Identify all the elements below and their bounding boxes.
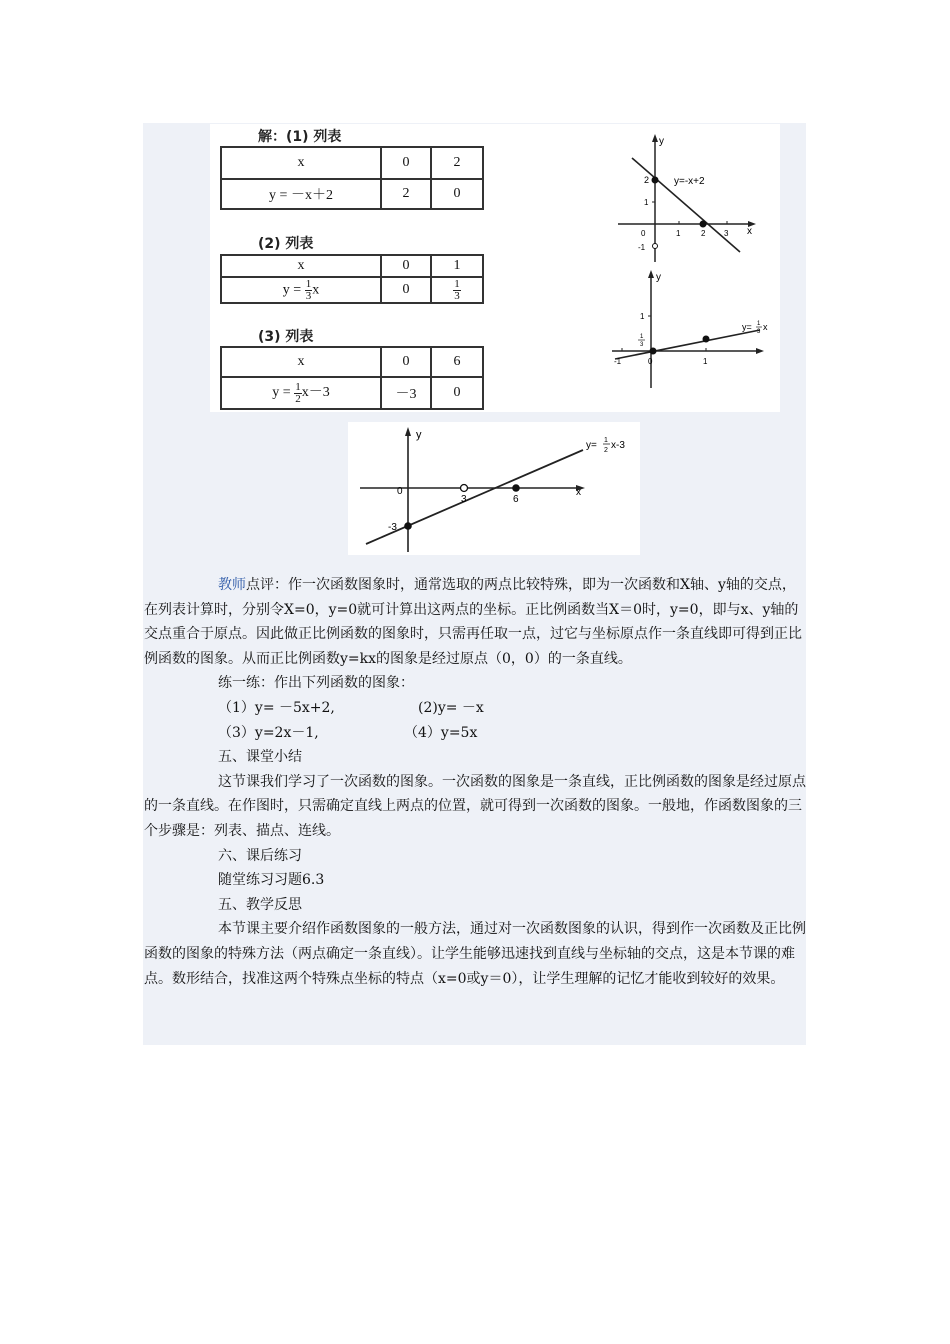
table3-cell: 6 — [431, 347, 483, 377]
origin-label: 0 — [397, 486, 403, 497]
exercise-4: （4）y=5x — [404, 724, 478, 741]
y-axis-label: y — [659, 136, 664, 147]
numerator: 1 — [640, 334, 644, 340]
table1-cell: 0 — [381, 147, 431, 179]
eq-rhs: x — [312, 282, 320, 298]
eq-lhs: y = — [282, 282, 305, 298]
value-table-1 — [220, 146, 484, 210]
denominator: 3 — [640, 342, 644, 348]
table2-cell: 0 — [381, 255, 431, 277]
numerator: 1 — [454, 277, 460, 290]
table2-header-x: x — [221, 255, 381, 277]
table1-header-y: y = －x＋2 — [221, 179, 381, 209]
tick-label: 6 — [513, 494, 519, 505]
equation-label: y= — [586, 440, 597, 451]
point-6-0 — [512, 484, 520, 492]
eq-rhs: x－3 — [301, 385, 330, 401]
homework-line: 随堂练习习题6.3 — [218, 872, 325, 889]
table2-cell: 0 — [381, 277, 431, 303]
graph-y-one-third-x — [600, 266, 780, 394]
denominator: 2 — [295, 392, 301, 405]
point-0-2 — [652, 177, 659, 184]
graph-figure — [348, 422, 640, 555]
comment-body: 点评：作一次函数图象时，通常选取的两点比较特殊，即为一次函数和X轴、y轴的交点，在列表计算时，分别令X=0，y=0就可计算出这两点的坐标。正比例函数当X＝0时，y=0，即与x、y轴的交点重合于原点。因此做正比例函数的图象时，只需再任取一点，过它与坐标原点作一条直线即可得到正比例函数的图象。从而正比例函数y=kx的图象是经过原点（0，0）的一条直线。 — [144, 577, 802, 667]
tick-label: 1 — [644, 198, 649, 207]
tick-label: 0 — [641, 229, 646, 238]
teacher-comment — [144, 573, 806, 671]
numerator: 1 — [604, 437, 608, 444]
value-table-2 — [220, 254, 484, 304]
exercise-1: （1）y= －5x+2, — [218, 699, 335, 716]
exercise-row — [144, 696, 806, 721]
tick-label: 1 — [640, 312, 645, 321]
section-heading: 五、课堂小结 — [218, 749, 302, 766]
denominator: 3 — [454, 289, 460, 302]
solution-figure — [210, 124, 780, 412]
exercise-2: (2)y= －x — [418, 699, 484, 716]
point-2-0 — [700, 221, 707, 228]
table1-cell: 0 — [431, 179, 483, 209]
value-table-3 — [220, 346, 484, 410]
table1-label: 解：(1) 列表 — [258, 129, 342, 145]
denominator: 3 — [757, 329, 761, 335]
table2-cell — [431, 277, 483, 303]
tick-label: 3 — [461, 494, 467, 505]
tick-label: 1 — [703, 357, 708, 366]
y-axis-label: y — [416, 429, 422, 441]
tick-label: -3 — [388, 522, 397, 533]
table3-cell: 0 — [381, 347, 431, 377]
table1-cell: 2 — [431, 147, 483, 179]
reflection-paragraph: 本节课主要介绍作函数图象的一般方法，通过对一次函数图象的认识，得到作一次函数及正比例函数的图象的特殊方法（两点确定一条直线）。让学生能够迅速找到直线与坐标轴的交点，这是本节课的难点。数形结合，找准这两个特殊点坐标的特点（x=0或y＝0），让学生理解的记忆才能收到较好的效果。 — [144, 921, 806, 987]
table3-cell: －3 — [381, 377, 431, 409]
summary-paragraph: 这节课我们学习了一次函数的图象。一次函数的图象是一条直线，正比例函数的图象是经过原点的一条直线。在作图时，只需确定直线上两点的位置，就可得到一次函数的图象。一般地，作函数图象的三个步骤是：列表、描点、连线。 — [144, 773, 806, 839]
x-axis-label: x — [747, 226, 752, 237]
table2-label: (2) 列表 — [258, 236, 314, 252]
numerator: 1 — [295, 380, 301, 393]
table3-header-x: x — [221, 347, 381, 377]
graph-y-neg-x-plus-2 — [610, 130, 770, 270]
lesson-text — [144, 573, 806, 991]
tick-label: 0 — [648, 357, 653, 366]
exercise-row — [144, 721, 806, 746]
practice-heading: 练一练：作出下列函数的图象： — [218, 675, 414, 692]
point-origin — [650, 348, 657, 355]
table3-cell: 0 — [431, 377, 483, 409]
equation-label: x-3 — [611, 440, 625, 451]
numerator: 1 — [757, 321, 761, 327]
section-heading: 五、教学反思 — [218, 896, 302, 913]
x-axis-arrow — [756, 348, 764, 354]
y-axis-label: y — [656, 272, 661, 283]
y-axis-arrow — [648, 270, 654, 278]
tick-label: 3 — [724, 229, 729, 238]
tick-label: 2 — [701, 229, 706, 238]
x-axis-label: x — [576, 487, 581, 498]
tick-label: 2 — [644, 175, 650, 185]
line-graph — [615, 330, 760, 359]
fraction — [294, 382, 302, 405]
y-axis-arrow — [652, 134, 658, 142]
equation-label: y= — [742, 322, 752, 332]
equation-label: x — [763, 322, 768, 332]
equation-label: y=-x+2 — [674, 176, 705, 187]
point-1-third — [703, 336, 710, 343]
tick-label: 1 — [676, 229, 681, 238]
table3-header-y — [221, 377, 381, 409]
numerator: 1 — [305, 277, 312, 290]
teacher-link[interactable]: 教师 — [218, 577, 246, 593]
denominator: 3 — [305, 289, 312, 302]
denominator: 2 — [604, 447, 608, 454]
graph-y-half-x-minus-3 — [348, 422, 640, 555]
table3-label: (3) 列表 — [258, 329, 314, 345]
table2-cell: 1 — [431, 255, 483, 277]
table1-header-x: x — [221, 147, 381, 179]
fraction — [453, 279, 461, 302]
point-0-minus-3 — [404, 522, 412, 530]
table2-header-y — [221, 277, 381, 303]
section-heading: 六、课后练习 — [218, 847, 302, 864]
tick-label: -1 — [614, 357, 622, 366]
eq-lhs: y = — [272, 385, 295, 401]
table1-cell: 2 — [381, 179, 431, 209]
point-minus-1 — [653, 244, 658, 249]
y-axis-arrow — [405, 427, 411, 436]
point-3-axis — [461, 485, 468, 492]
exercise-3: （3）y=2x－1, — [218, 724, 319, 741]
tick-label: -1 — [638, 243, 646, 252]
line-graph — [366, 450, 583, 544]
